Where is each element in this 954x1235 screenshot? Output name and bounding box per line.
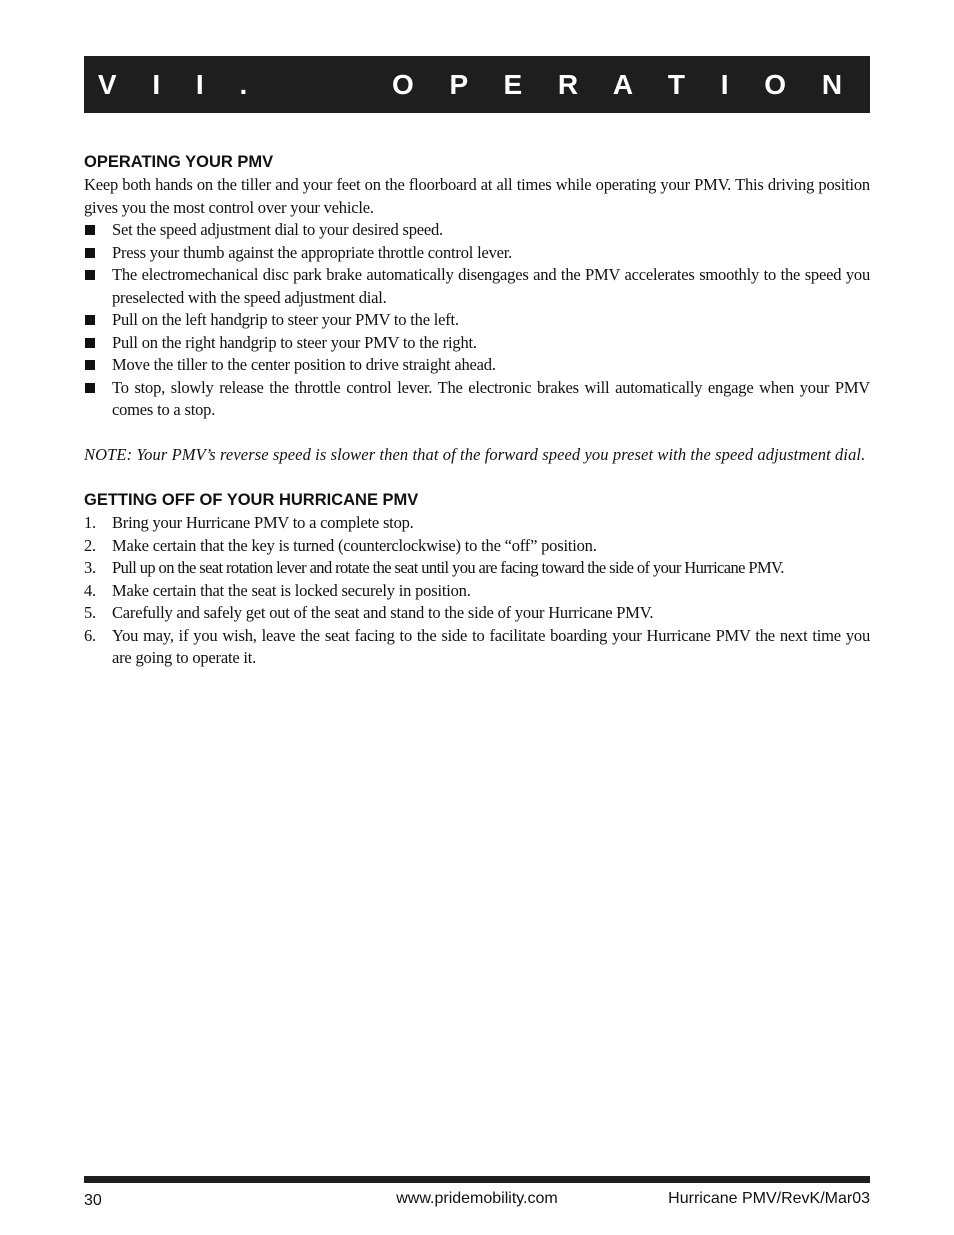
list-item: Pull on the right handgrip to steer your PMV to the right. <box>84 332 870 355</box>
square-bullet-icon <box>85 338 95 348</box>
getting-off-steps-list <box>84 512 870 670</box>
list-item: 3. Pull up on the seat rotation lever and rotate the seat until you are facing toward the side of your Hurricane PMV. <box>84 557 870 580</box>
list-item: 6. You may, if you wish, leave the seat facing to the side to facilitate boarding your Hurricane PMV the next time you are going to operate it. <box>84 625 870 667</box>
list-item: Move the tiller to the center position to drive straight ahead. <box>84 354 870 377</box>
step-number: 1. <box>84 513 96 532</box>
square-bullet-icon <box>85 225 95 235</box>
step-number: 5. <box>84 603 96 622</box>
list-item: 2. Make certain that the key is turned (counterclockwise) to the “off” position. <box>84 535 870 558</box>
section-heading-getting-off: GETTING OFF OF YOUR HURRICANE PMV <box>84 491 419 509</box>
operating-bullet-list <box>84 219 870 422</box>
list-item: 4. Make certain that the seat is locked securely in position. <box>84 580 870 603</box>
footer-rule <box>84 1176 870 1183</box>
square-bullet-icon <box>85 383 95 393</box>
footer-website: www.pridemobility.com <box>396 1190 558 1207</box>
list-item: To stop, slowly release the throttle control lever. The electronic brakes will automatically engage when your PMV comes to a stop. <box>84 377 870 422</box>
list-item: 5. Carefully and safely get out of the seat and stand to the side of your Hurricane PMV. <box>84 602 870 625</box>
chapter-banner <box>84 56 870 113</box>
step-number: 3. <box>84 558 96 577</box>
square-bullet-icon <box>85 248 95 258</box>
list-item: Press your thumb against the appropriate throttle control lever. <box>84 242 870 265</box>
square-bullet-icon <box>85 270 95 280</box>
footer-doc-id: Hurricane PMV/RevK/Mar03 <box>668 1190 870 1207</box>
intro-paragraph: Keep both hands on the tiller and your feet on the floorboard at all times while operating your PMV. This driving position gives you the most control over your vehicle. <box>84 175 870 217</box>
square-bullet-icon <box>85 360 95 370</box>
page-number: 30 <box>84 1192 102 1209</box>
step-number: 6. <box>84 625 96 645</box>
step-number: 2. <box>84 535 96 555</box>
page-content <box>84 150 870 670</box>
section-heading-operating: OPERATING YOUR PMV <box>84 153 274 171</box>
list-item: Set the speed adjustment dial to your desired speed. <box>84 219 870 242</box>
chapter-title: V I I . O P E R A T I O N <box>97 68 857 100</box>
step-number: 4. <box>84 580 96 600</box>
square-bullet-icon <box>85 315 95 325</box>
reverse-speed-note: NOTE: Your PMV’s reverse speed is slower then that of the forward speed you preset with the speed adjustment dial. <box>84 444 866 464</box>
list-item: Pull on the left handgrip to steer your PMV to the left. <box>84 309 870 332</box>
list-item: 1. Bring your Hurricane PMV to a complete stop. <box>84 512 870 535</box>
list-item: The electromechanical disc park brake automatically disengages and the PMV accelerates smoothly to the speed you preselected with the speed adjustment dial. <box>84 264 870 309</box>
